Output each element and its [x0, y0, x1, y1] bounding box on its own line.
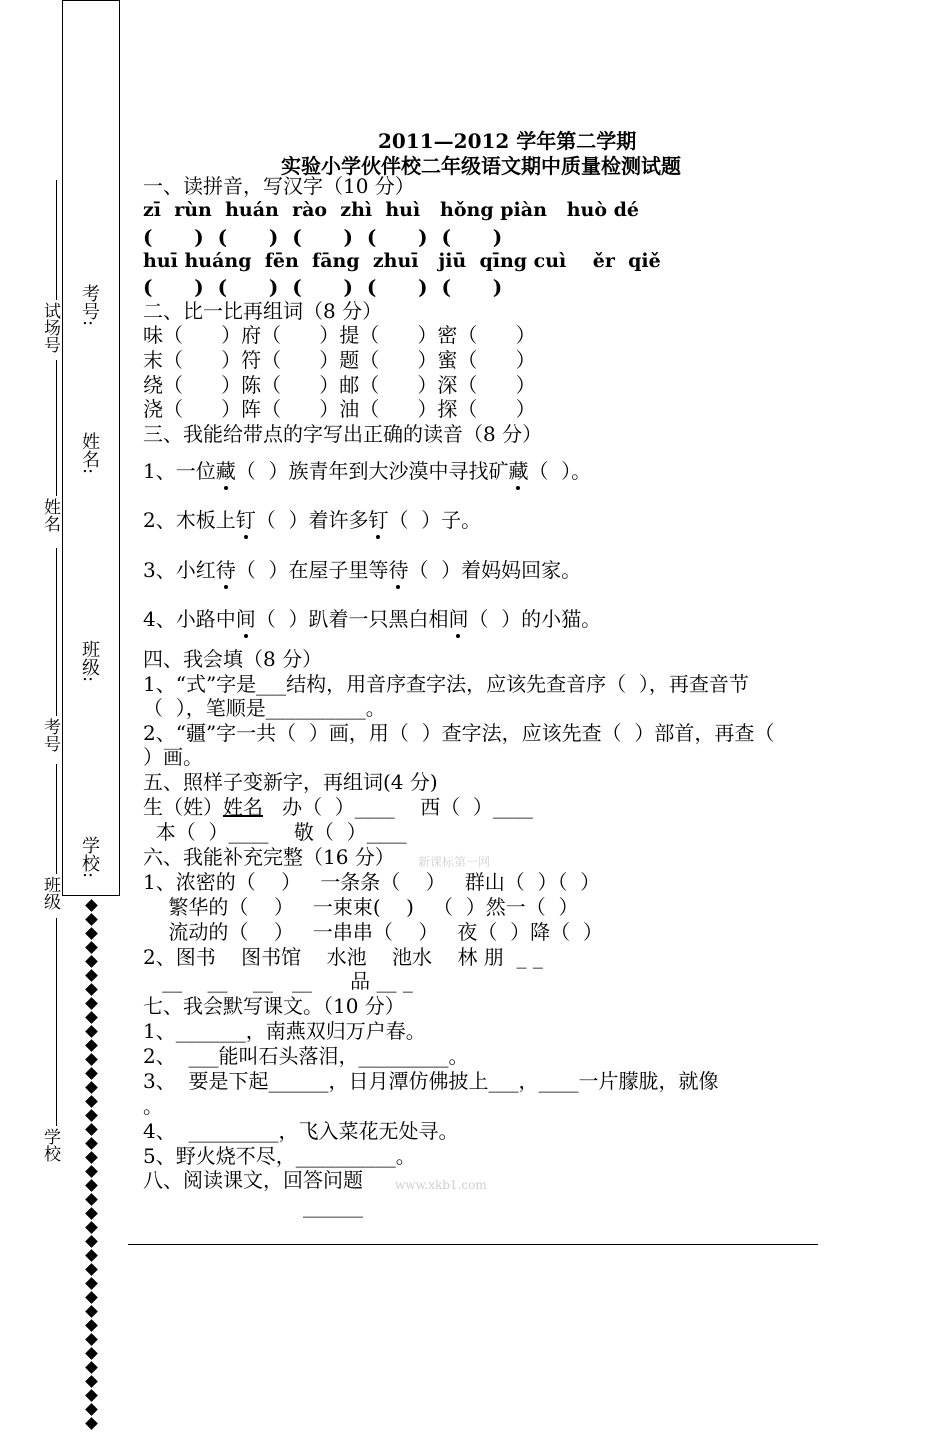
section-2-heading: 二、比一比再组词（8 分） [143, 299, 383, 323]
diamond-marker [85, 1347, 98, 1360]
recite-line-3-cont: 。 [143, 1094, 163, 1118]
section-7-heading: 七、我会默写课文。（10 分） [143, 994, 405, 1018]
blank-row-2: ( ) ( ) ( ) ( ) ( ) [143, 275, 503, 299]
fill-question-1: 1、“式”字是___结构，用音序查字法，应该先查音序（ ），再查音节 [143, 672, 749, 696]
new-char-row-2: 本（ ）____ 敬（ ）____ [143, 820, 407, 844]
box-label-school: 学校: [79, 836, 100, 879]
example-word: 姓名 [223, 795, 263, 819]
diamond-marker [85, 1277, 98, 1290]
diamond-marker [85, 1165, 98, 1178]
pinyin-row-1: zī rùn huán rào zhì huì hǒng piàn huò dé [143, 199, 640, 221]
diamond-marker [85, 1123, 98, 1136]
diamond-marker [85, 1207, 98, 1220]
diamond-marker [85, 1221, 98, 1234]
pinyin-row-2: huī huáng fēn fāng zhuī jiū qīng cuì ěr qiě [143, 250, 661, 272]
diamond-marker [85, 1081, 98, 1094]
box-label-name: 姓名: [79, 432, 100, 475]
reading-question-3: 3、小红待（ ）在屋子里等待（ ）着妈妈回家。 [143, 558, 582, 582]
word-compare-row: 浇（ ）阵（ ）油（ ）探（ ） [143, 397, 536, 421]
dotted-char: 钉 [368, 508, 389, 532]
fill-question-2: 2、“疆”字一共（ ）画，用（ ）查字法，应该先查（ ）部首，再查（ [143, 721, 775, 745]
recite-line-3: 3、 要是下起______，日月潭仿佛披上___，____一片朦胧，就像 [143, 1069, 719, 1093]
dotted-char: 待 [215, 558, 236, 582]
diamond-marker [85, 1095, 98, 1108]
fill-line-exam-room [56, 180, 57, 300]
diamond-marker [85, 1263, 98, 1276]
diamond-marker [85, 997, 98, 1010]
fill-line-exam-number [56, 548, 57, 716]
watermark-text: 新课标第一网 [418, 855, 491, 869]
diamond-marker [85, 983, 98, 996]
diamond-marker [85, 1375, 98, 1388]
dotted-char: 钉 [235, 508, 256, 532]
diamond-marker [85, 1319, 98, 1332]
dotted-char: 藏 [215, 459, 236, 483]
diamond-marker [85, 1011, 98, 1024]
recite-line-5: 5、野火烧不尽，__________。 [143, 1144, 416, 1168]
diamond-marker [85, 1179, 98, 1192]
outer-label-exam-room: 试场号 [40, 302, 60, 353]
word-compare-row: 味（ ）府（ ）提（ ）密（ ） [143, 323, 536, 347]
word-compare-row: 绕（ ）陈（ ）邮（ ）深（ ） [143, 373, 536, 397]
box-label-exam-number: 考号: [79, 284, 100, 327]
diamond-marker [85, 1193, 98, 1206]
dotted-char: 待 [388, 558, 409, 582]
section-5-heading: 五、照样子变新字，再组词(4 分) [143, 770, 438, 794]
diamond-marker [85, 1417, 98, 1430]
complete-row-5: __ __ __ __ 品 __ _ [143, 969, 413, 993]
diamond-marker [85, 899, 98, 912]
answer-blank: ______ [303, 1194, 363, 1218]
diamond-marker [85, 941, 98, 954]
diamond-marker [85, 1361, 98, 1374]
section-3-heading: 三、我能给带点的字写出正确的读音（8 分） [143, 422, 543, 446]
cut-line-diamonds [82, 896, 100, 1433]
blank-row-1: ( ) ( ) ( ) ( ) ( ) [143, 225, 503, 249]
watermark-url: www.xkb1.com [395, 1178, 487, 1192]
diamond-marker [85, 1291, 98, 1304]
fill-line-school [56, 918, 57, 1126]
fill-line-name [56, 360, 57, 496]
diamond-marker [85, 1025, 98, 1038]
word-compare-row: 末（ ）符（ ）题（ ）蜜（ ） [143, 348, 536, 372]
section-6-heading: 六、我能补充完整（16 分） [143, 845, 395, 869]
diamond-marker [85, 1151, 98, 1164]
section-4-heading: 四、我会填（8 分） [143, 647, 323, 671]
diamond-marker [85, 913, 98, 926]
recite-line-4: 4、 _________，飞入菜花无处寻。 [143, 1119, 459, 1143]
diamond-marker [85, 1137, 98, 1150]
diamond-marker [85, 1067, 98, 1080]
page-title-line2: 实验小学伙伴校二年级语文期中质量检测试题 [281, 154, 681, 178]
dotted-char: 藏 [508, 459, 529, 483]
complete-row-4: 2、图书 图书馆 水池 池水 林 朋 _ _ [143, 945, 543, 969]
diamond-marker [85, 1249, 98, 1262]
diamond-marker [85, 969, 98, 982]
diamond-marker [85, 1403, 98, 1416]
diamond-marker [85, 1235, 98, 1248]
outer-label-school: 学校 [40, 1128, 60, 1162]
fill-question-1-cont: （ ），笔顺是__________。 [143, 696, 386, 720]
reading-question-1: 1、一位藏（ ）族青年到大沙漠中寻找矿藏（ ）。 [143, 459, 592, 483]
dotted-char: 间 [448, 607, 469, 631]
recite-line-2: 2、 ___能叫石头落泪，_________。 [143, 1044, 469, 1068]
reading-question-2: 2、木板上钉（ ）着许多钉（ ）子。 [143, 508, 482, 532]
diamond-marker [85, 927, 98, 940]
fill-line-class [56, 764, 57, 874]
complete-row-3: 流动的（ ） 一串串（ ） 夜（ ）降（ ） [143, 920, 603, 944]
outer-label-exam-number: 考号 [40, 718, 60, 752]
section-1-heading: 一、读拼音，写汉字（10 分） [143, 174, 415, 198]
diamond-marker [85, 1053, 98, 1066]
outer-label-name: 姓名 [40, 498, 60, 532]
diamond-marker [85, 955, 98, 968]
diamond-marker [85, 1305, 98, 1318]
section-8-heading: 八、阅读课文，回答问题 [143, 1168, 363, 1192]
complete-row-2: 繁华的（ ） 一束束( ) （ ）然一（ ） [143, 895, 579, 919]
new-char-row-1: 生（姓）姓名 办（ ）____ 西（ ）____ [143, 795, 533, 819]
dotted-char: 间 [235, 607, 256, 631]
recite-line-1: 1、_______，南燕双归万户春。 [143, 1019, 426, 1043]
complete-row-1: 1、浓密的（ ） 一条条（ ） 群山（ ）（ ） [143, 870, 601, 894]
diamond-marker [85, 1039, 98, 1052]
page-title-line1: 2011—2012 学年第二学期 [378, 129, 637, 153]
bottom-rule [128, 1244, 818, 1245]
reading-question-4: 4、小路中间（ ）趴着一只黑白相间（ ）的小猫。 [143, 607, 602, 631]
fill-question-2-cont: ）画。 [143, 745, 203, 769]
diamond-marker [85, 1389, 98, 1402]
box-label-class: 班级: [79, 640, 100, 683]
outer-label-class: 班级 [40, 876, 60, 910]
diamond-marker [85, 1109, 98, 1122]
